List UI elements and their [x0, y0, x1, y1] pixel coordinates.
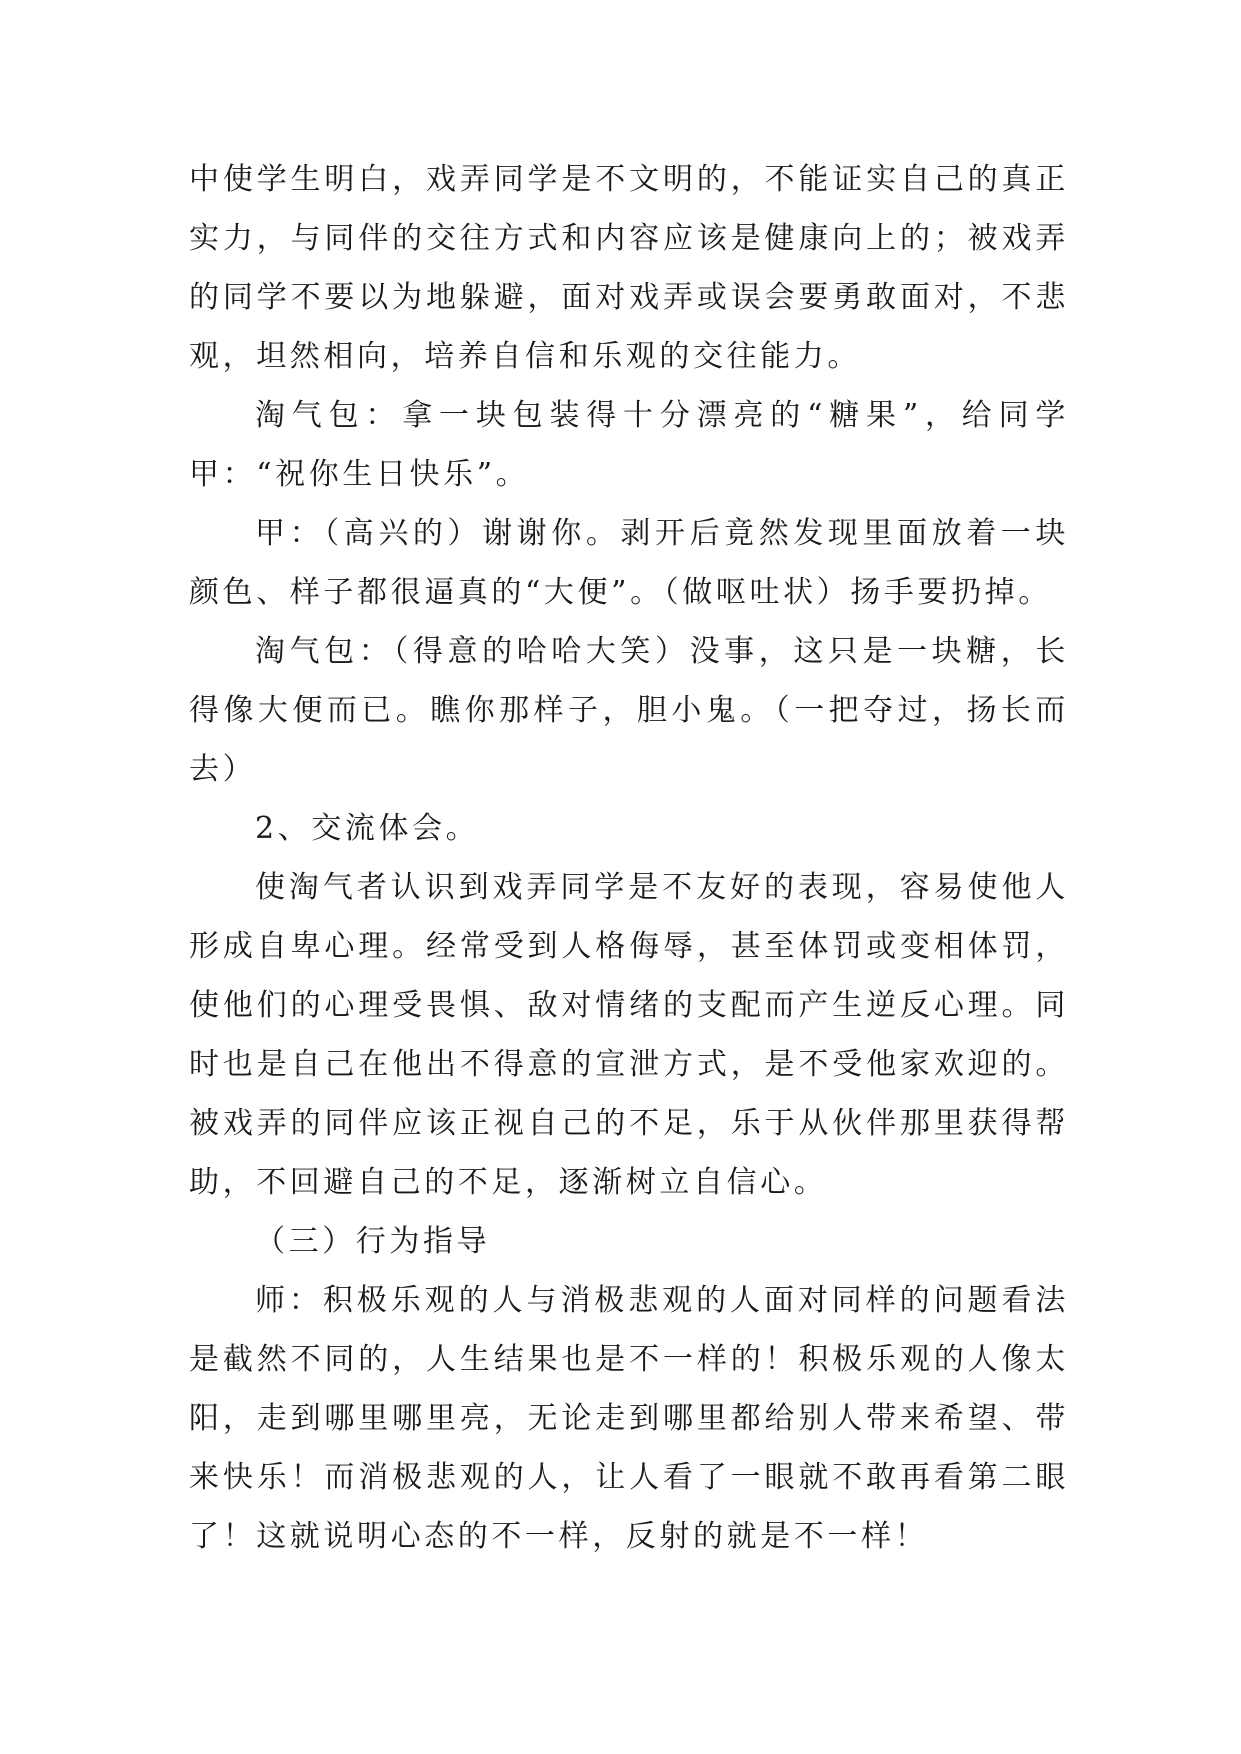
section-heading: （三）行为指导 — [255, 1224, 491, 1259]
paragraph-5: 2、交流体会。 — [255, 811, 480, 846]
paragraph-6: 使淘气者认识到戏弄同学是不友好的表现，容易使他人形成自卑心理。经常受到人格侮辱，甚至体罚或变相体罚，使他们的心理受畏惧、敌对情绪的支配而产生逆反心理。同时也是自己在他出不得意的宣泄方式，是不受他家欢迎的。被戏弄的同伴应该正视自己的不足，乐于从伙伴那里获得帮助，不回避自己的不足，逐渐树立自信心。 — [189, 870, 1069, 1200]
paragraph-8: 师：积极乐观的人与消极悲观的人面对同样的问题看法是截然不同的，人生结果也是不一样的！积极乐观的人像太阳，走到哪里哪里亮，无论走到哪里都给别人带来希望、带来快乐！而消极悲观的人，让人看了一眼就不敢再看第二眼了！这就说明心态的不一样，反射的就是不一样！ — [189, 1283, 1069, 1554]
document-body — [189, 150, 1069, 1566]
paragraph-3: 甲：（高兴的）谢谢你。剥开后竟然发现里面放着一块颜色、样子都很逼真的“大便”。（做呕吐状）扬手要扔掉。 — [189, 516, 1069, 610]
paragraph-2: 淘气包：拿一块包装得十分漂亮的“糖果”，给同学甲：“祝你生日快乐”。 — [189, 398, 1069, 492]
paragraph-1: 中使学生明白，戏弄同学是不文明的，不能证实自己的真正实力，与同伴的交往方式和内容应该是健康向上的；被戏弄的同学不要以为地躲避，面对戏弄或误会要勇敢面对，不悲观，坦然相向，培养自信和乐观的交往能力。 — [189, 162, 1069, 374]
paragraph-4: 淘气包：（得意的哈哈大笑）没事，这只是一块糖，长得像大便而已。瞧你那样子，胆小鬼。（一把夺过，扬长而去） — [189, 634, 1069, 787]
